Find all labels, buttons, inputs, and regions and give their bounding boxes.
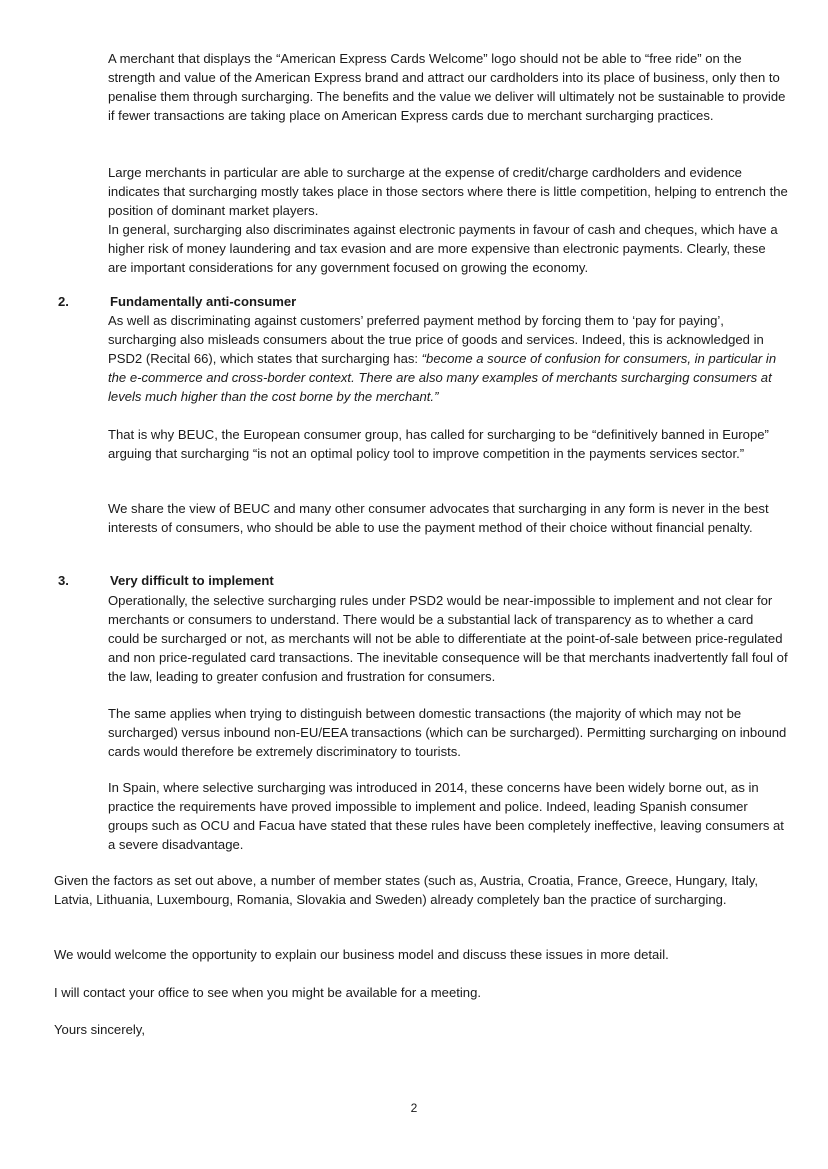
paragraph-operationally: Operationally, the selective surcharging rules under PSD2 would be near-impossible to implement and not clear for merchants or consumers to understand. There would be a substantial lack of transparency as to whether a card could be surcharged or not, as merchants will not be able to differentiate at the point-of-sale between price-regulated and non price-regulated card transactions. The inevitable consequence will be that merchants inadvertently fall foul of the law, leading to greater confusion and frustration for consumers. [108,593,788,684]
paragraph-domestic-transactions: The same applies when trying to distinguish between domestic transactions (the majority of which may not be surcharged) versus inbound non-EU/EEA transactions (which can be surcharged). Permitting surcharging on inbound cards would therefore be extremely discriminatory to tourists. [108,706,787,759]
psd2-quote: “become a source of confusion for consumers, in particular in the e-commerce and cross-border context. There are also many examples of merchants surcharging consumers at levels much higher than the cost borne by the merchant.” [108,350,777,404]
section-3-heading: Very difficult to implement [110,573,274,588]
paragraph-free-ride: A merchant that displays the “American Express Cards Welcome” logo should not be able to “free ride” on the strength and value of the American Express brand and attract our cardholders into its place of business, only then to penalise them through surcharging. The benefits and the value we deliver will ultimately not be sustainable to provide if fewer transactions are taking place on American Express cards due to merchant surcharging practices. [108,51,786,123]
paragraph-contact-office: I will contact your office to see when you might be available for a meeting. [54,985,481,1000]
paragraph-beuc: That is why BEUC, the European consumer group, has called for surcharging to be “definitively banned in Europe” arguing that surcharging “is not an optimal policy tool to improve competition in the payments services sector.” [108,427,769,461]
paragraph-misleads-text: As well as discriminating against customers’ preferred payment method by forcing them to ‘pay for paying’, surcharging also misleads consumers about the true price of goods and services. Indeed, this is acknowledged in PSD2 (Recital 66), which states that surcharging has: [108,313,764,366]
paragraph-misleads-consumers [108,312,788,407]
paragraph-welcome-opportunity: We would welcome the opportunity to explain our business model and discuss these issues in more detail. [54,947,669,962]
page-number: 2 [410,1101,418,1115]
paragraph-share-view: We share the view of BEUC and many other consumer advocates that surcharging in any form is never in the best interests of consumers, who should be able to use the payment method of their choice without financial penalty. [108,501,769,535]
section-2-number: 2. [58,294,69,309]
paragraph-member-states: Given the factors as set out above, a number of member states (such as, Austria, Croatia, France, Greece, Hungary, Italy, Latvia, Lithuania, Luxembourg, Romania, Slovakia and Sweden) already completely ban the practice of surcharging. [54,873,758,907]
paragraph-discrimination: In general, surcharging also discriminates against electronic payments in favour of cash and cheques, which have a higher risk of money laundering and tax evasion and are more expensive than electronic payments. Clearly, these are important considerations for any government focused on growing the economy. [108,222,778,275]
paragraph-large-merchants: Large merchants in particular are able to surcharge at the expense of credit/charge cardholders and evidence indicates that surcharging mostly takes place in those sectors where there is little competition, helping to entrench the position of dominant market players. [108,165,788,218]
section-3-number: 3. [58,573,69,588]
sign-off: Yours sincerely, [54,1022,145,1037]
section-2-heading: Fundamentally anti-consumer [110,294,297,309]
paragraph-spain: In Spain, where selective surcharging was introduced in 2014, these concerns have been widely borne out, as in practice the requirements have proved impossible to implement and police. Indeed, leading Spanish consumer groups such as OCU and Facua have stated that these rules have been completely ineffective, leaving consumers at a severe disadvantage. [108,780,784,852]
